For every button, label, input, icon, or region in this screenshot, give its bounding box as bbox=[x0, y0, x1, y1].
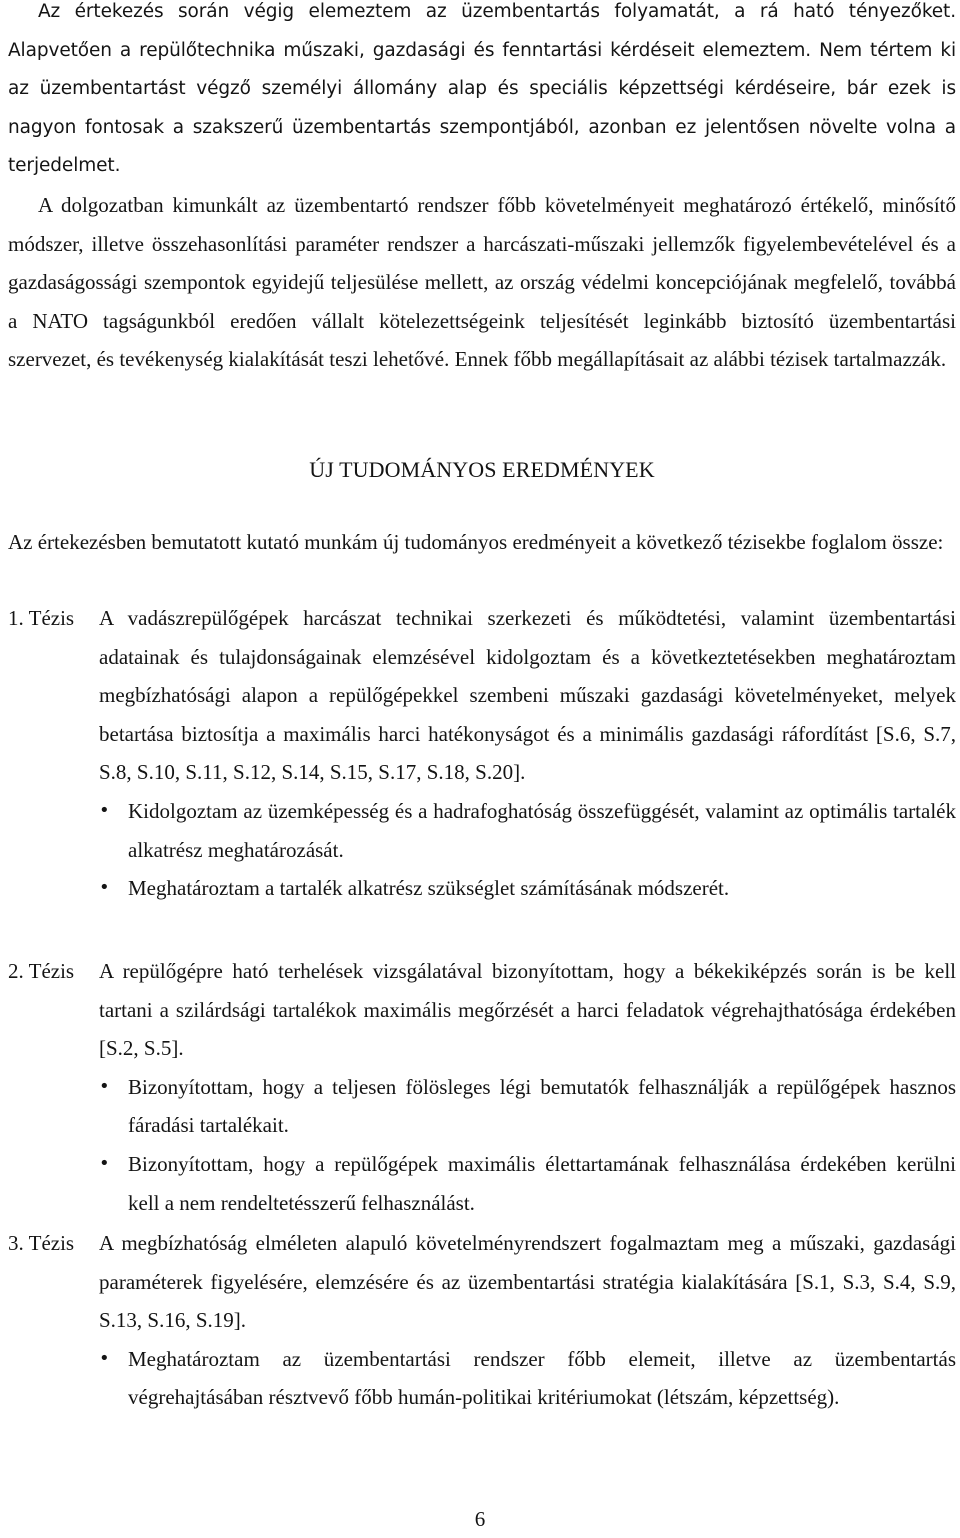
bullet-icon: • bbox=[99, 1347, 110, 1369]
bullet-icon: • bbox=[99, 799, 110, 821]
list-item bbox=[99, 1145, 956, 1222]
list-item-text: Bizonyítottam, hogy a repülőgépek maximális élettartamának felhasználása érdekében kerülni kell a nem rendeltetésszerű felhasználást. bbox=[128, 1151, 956, 1215]
list-item-text: Bizonyítottam, hogy a teljesen fölösleges légi bemutatók felhasználják a repülőgépek hasznos fáradási tartalékait. bbox=[128, 1074, 956, 1138]
bullet-icon: • bbox=[99, 1075, 110, 1097]
thesis-2 bbox=[8, 952, 956, 1222]
list-item-text: Meghatároztam az üzembentartási rendszer főbb elemeit, illetve az üzembentartás végrehajtásában résztvevő főbb humán-politikai kritériumokat (létszám, képzettség). bbox=[128, 1346, 956, 1410]
list-item bbox=[99, 869, 956, 908]
paragraph-method-description: A dolgozatban kimunkált az üzembentartó rendszer főbb követelményeit meghatározó értékelő, minősítő módszer, illetve összehasonlítási paraméter rendszer a harcászati-műszaki jellemzők figyelembevételével és a gazdaságossági szempontok egyidejű teljesülése mellett, az ország védelmi koncepciójának megfelelő, továbbá a NATO tagságunkból eredően vállalt kötelezettségeink teljesítését leginkább biztosító üzembentartási szervezet, és tevékenység kialakítását teszi lehetővé. Ennek főbb megállapításait az alábbi tézisek tartalmazzák. bbox=[8, 193, 956, 372]
thesis-1 bbox=[8, 599, 956, 908]
thesis-text: A vadászrepülőgépek harcászat technikai szerkezeti és működtetési, valamint üzembentartási adatainak és tulajdonságainak elemzésével kidolgoztam és a következtetésekben meghatároztam megbízhatósági alapon a repülőgépekkel szembeni műszaki gazdasági követelményeket, melyek betartása biztosítja a maximális harci hatékonyságot és a minimális gazdasági ráfordítást [S.6, S.7, S.8, S.10, S.11, S.12, S.14, S.15, S.17, S.18, S.20]. bbox=[99, 606, 956, 785]
bullet-icon: • bbox=[99, 877, 110, 899]
list-item-text: Kidolgoztam az üzemképesség és a hadrafoghatóság összefüggését, valamint az optimális tartalék alkatrész meghatározását. bbox=[128, 798, 956, 862]
thesis-label: 2. Tézis bbox=[8, 959, 75, 983]
thesis-text: A repülőgépre ható terhelések vizsgálatával bizonyítottam, hogy a békekiképzés során is be kell tartani a szilárdsági tartalékok maximális megőrzését a harci feladatok végrehajthatósága érdekében [S.2, S.5]. bbox=[99, 959, 956, 1061]
thesis-label: 1. Tézis bbox=[8, 606, 75, 630]
page-number: 6 bbox=[474, 1507, 486, 1531]
thesis-text: A megbízhatóság elméleten alapuló követelményrendszert fogalmaztam meg a műszaki, gazdasági paraméterek figyelésére, elemzésére és az üzembentartási stratégia kialakítására [S.1, S.3, S.4, S.9, S.13, S.16, S.19]. bbox=[99, 1231, 956, 1333]
list-item bbox=[99, 1340, 956, 1417]
bullet-icon: • bbox=[99, 1152, 110, 1174]
section-heading: ÚJ TUDOMÁNYOS EREDMÉNYEK bbox=[309, 457, 655, 482]
list-item bbox=[99, 1068, 956, 1145]
paragraph-results-intro: Az értekezésben bemutatott kutató munkám új tudományos eredményeit a következő tézisekbe foglalom össze: bbox=[8, 530, 944, 554]
paragraph-analysis-summary: Az értekezés során végig elemeztem az üzembentartás folyamatát, a rá ható tényezőket. Alapvetően a repülőtechnika műszaki, gazdasági és fenntartási kérdéseit elemeztem. Nem tértem ki az üzembentartást végző személyi állomány alap és speciális képzettségi kérdéseire, bár ezek is nagyon fontosak a szakszerű üzembentartás szempontjából, azonban ez jelentősen növelte volna a terjedelmet. bbox=[8, 1, 956, 177]
thesis-3 bbox=[8, 1224, 956, 1417]
list-item-text: Meghatároztam a tartalék alkatrész szükséglet számításának módszerét. bbox=[128, 876, 730, 901]
thesis-label: 3. Tézis bbox=[8, 1231, 75, 1255]
list-item bbox=[99, 792, 956, 869]
